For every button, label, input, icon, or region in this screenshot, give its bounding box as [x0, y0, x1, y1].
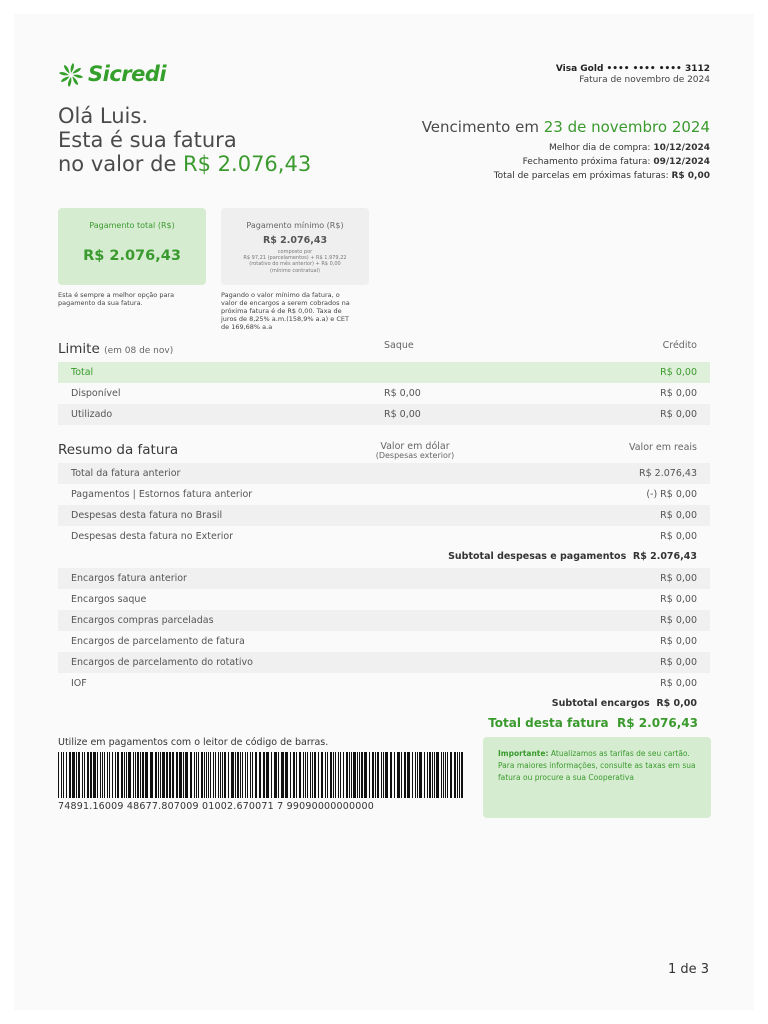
composition-line1: composto por: [277, 249, 313, 255]
charges-row-value: R$ 0,00: [660, 678, 697, 689]
installments-value: R$ 0,00: [671, 171, 710, 181]
subtotal-expenses: [448, 551, 697, 562]
limit-row-saque: R$ 0,00: [384, 409, 421, 420]
charges-row-value: R$ 0,00: [660, 594, 697, 605]
limit-subtitle: (em 08 de nov): [104, 346, 174, 356]
best-day-line: [549, 143, 710, 153]
page-number: 1 de 3: [667, 962, 709, 977]
next-close-value: 09/12/2024: [653, 157, 710, 167]
barcode-instruction: Utilize em pagamentos com o leitor de código de barras.: [58, 737, 329, 748]
summary-row: [58, 463, 710, 484]
summary-row-label: Despesas desta fatura no Brasil: [71, 510, 223, 521]
invoice-month: Fatura de novembro de 2024: [579, 75, 710, 85]
invoice-total: [488, 716, 698, 730]
limit-row-credito: R$ 0,00: [660, 388, 697, 399]
limit-col-saque: Saque: [384, 340, 414, 351]
summary-col-dolar-label: Valor em dólar: [380, 441, 450, 452]
brand-name: Sicredi: [88, 62, 167, 86]
charges-row-label: Encargos de parcelamento do rotativo: [71, 657, 253, 668]
limit-col-credito: Crédito: [662, 340, 697, 351]
installments-line: [494, 171, 710, 181]
summary-row-value: R$ 2.076,43: [639, 468, 697, 479]
summary-row-label: Total da fatura anterior: [71, 468, 181, 479]
due-date: 23 de novembro 2024: [543, 118, 710, 136]
summary-row: [58, 526, 710, 547]
charges-row-label: Encargos de parcelamento de fatura: [71, 636, 245, 647]
barcode-image: [58, 752, 466, 798]
due-date-line: [422, 118, 710, 136]
limit-row-total: [58, 362, 710, 383]
limit-row-label: Total: [71, 367, 94, 378]
limit-row-saque: R$ 0,00: [384, 388, 421, 399]
barcode-number: 74891.16009 48677.807009 01002.670071 7 99090000000000: [58, 801, 375, 812]
summary-col-reais: Valor em reais: [628, 442, 697, 453]
summary-row: [58, 505, 710, 526]
summary-col-dolar: [360, 441, 470, 460]
charges-row-value: R$ 0,00: [660, 573, 697, 584]
payment-min-note: Pagando o valor mínimo da fatura, o valor de encargos a serem cobrados na próxima fatura é de R$ 0,00. Taxa de juros de 8,25% a.m.(158,9% a.a) e CET de 169,68% a.a: [221, 291, 350, 331]
limit-title: [58, 341, 173, 357]
charges-row-label: IOF: [71, 678, 87, 689]
summary-row-label: Despesas desta fatura no Exterior: [71, 531, 234, 542]
sicredi-logo-icon: [58, 62, 84, 88]
charges-row-label: Encargos saque: [71, 594, 147, 605]
greeting-amount: R$ 2.076,43: [183, 152, 312, 176]
limit-title-text: Limite: [58, 341, 100, 357]
best-day-label: Melhor dia de compra:: [549, 143, 654, 153]
subtotal-expenses-label: Subtotal despesas e pagamentos: [448, 551, 627, 562]
payment-total-box: [58, 208, 206, 285]
due-prefix: Vencimento em: [421, 118, 544, 136]
payment-total-amount: R$ 2.076,43: [83, 248, 181, 264]
invoice-total-value: R$ 2.076,43: [617, 716, 698, 730]
limit-row-label: Utilizado: [71, 409, 113, 420]
charges-row-value: R$ 0,00: [660, 636, 697, 647]
charges-row-value: R$ 0,00: [660, 615, 697, 626]
notice-body: Atualizamos as tarifas de seu cartão. Para maiores informações, consulte as taxas em sua fatura ou procure a sua Cooperativa: [498, 749, 696, 782]
payment-min-amount: R$ 2.076,43: [262, 235, 328, 246]
notice-box: [483, 737, 711, 818]
charges-row: [58, 673, 710, 694]
limit-row-utilizado: [58, 404, 710, 425]
charges-row: [58, 631, 710, 652]
charges-row: [58, 652, 710, 673]
payment-total-note: Esta é sempre a melhor opção para pagamento da sua fatura.: [58, 291, 175, 307]
subtotal-charges-label: Subtotal encargos: [551, 698, 650, 709]
payment-min-label: Pagamento mínimo (R$): [246, 221, 344, 230]
composition-line4: (mínimo contratual): [270, 267, 320, 274]
notice-text: [498, 748, 698, 784]
notice-title: Importante:: [498, 749, 549, 758]
greeting-prefix: no valor de: [58, 152, 184, 176]
charges-row-label: Encargos compras parceladas: [71, 615, 214, 626]
composition-line2: R$ 97,21 (parcelamentos) + R$ 1.979,22: [243, 255, 347, 262]
summary-row-value: R$ 0,00: [660, 510, 697, 521]
subtotal-expenses-value: R$ 2.076,43: [632, 551, 697, 562]
charges-row: [58, 610, 710, 631]
summary-row-value: (-) R$ 0,00: [646, 489, 697, 500]
payment-min-composition: [221, 249, 369, 274]
greeting: [58, 104, 311, 176]
next-close-label: Fechamento próxima fatura:: [522, 157, 654, 167]
limit-row-credito: R$ 0,00: [660, 409, 697, 420]
summary-row-label: Pagamentos | Estornos fatura anterior: [71, 489, 253, 500]
limit-row-disponivel: [58, 383, 710, 404]
greeting-line3: [58, 152, 311, 176]
composition-line3: (rotativo do mês anterior) + R$ 0,00: [249, 261, 341, 268]
greeting-line1: Olá Luis.: [58, 104, 148, 128]
charges-row: [58, 568, 710, 589]
payment-min-box: [221, 208, 369, 285]
charges-row: [58, 589, 710, 610]
summary-col-dolar-sub: (Despesas exterior): [375, 451, 455, 460]
charges-row-label: Encargos fatura anterior: [71, 573, 187, 584]
summary-title: Resumo da fatura: [58, 442, 179, 458]
summary-row: [58, 484, 710, 505]
invoice-total-label: Total desta fatura: [488, 716, 609, 730]
card-name: Visa Gold •••• •••• •••• 3112: [555, 64, 710, 74]
summary-row-value: R$ 0,00: [660, 531, 697, 542]
limit-row-label: Disponível: [71, 388, 121, 399]
payment-total-label: Pagamento total (R$): [89, 221, 175, 230]
limit-row-credito: R$ 0,00: [660, 367, 697, 378]
subtotal-charges: [552, 698, 697, 709]
installments-label: Total de parcelas em próximas faturas:: [493, 171, 672, 181]
best-day-value: 10/12/2024: [653, 143, 710, 153]
greeting-line2: Esta é sua fatura: [58, 128, 237, 152]
subtotal-charges-value: R$ 0,00: [656, 698, 697, 709]
next-close-line: [523, 157, 710, 167]
charges-row-value: R$ 0,00: [660, 657, 697, 668]
